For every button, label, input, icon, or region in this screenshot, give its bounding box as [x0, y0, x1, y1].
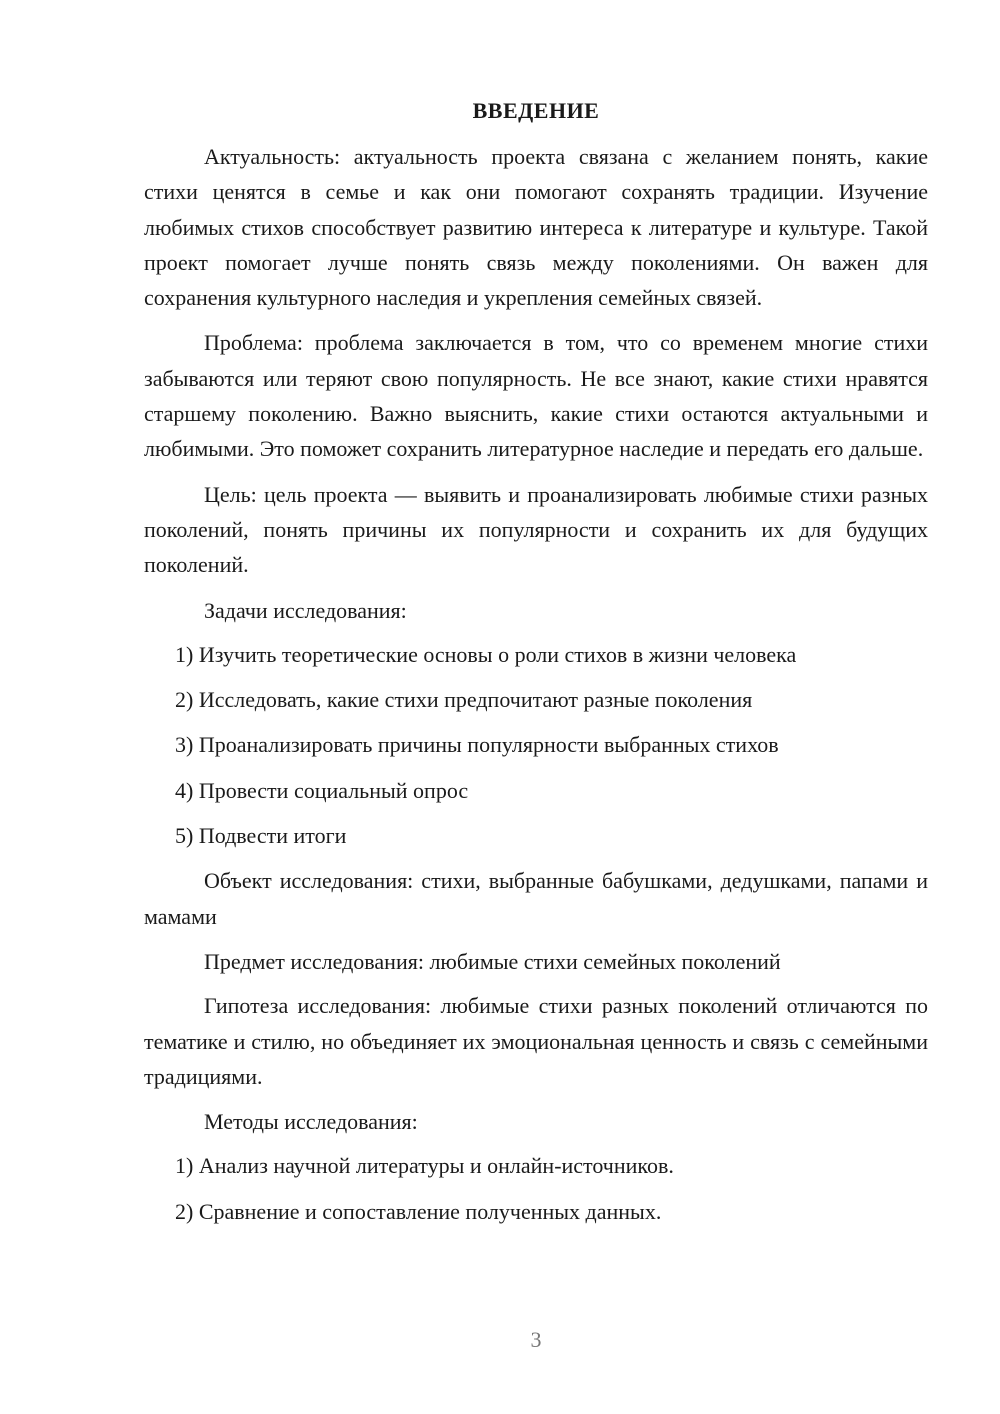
tasks-heading: Задачи исследования: — [204, 597, 407, 623]
task-item: 4) Провести социальный опрос — [175, 777, 469, 803]
page-title: ВВЕДЕНИЕ — [472, 98, 600, 123]
goal-paragraph: Цель: цель проекта — выявить и проанализировать любимые стихи разных поколений, понять причины их популярности и сохранить их для будущих поколений. — [144, 481, 928, 578]
task-item: 3) Проанализировать причины популярности выбранных стихов — [175, 732, 779, 758]
page-content — [144, 97, 928, 1239]
page-number: 3 — [530, 1327, 542, 1352]
task-item: 5) Подвести итоги — [175, 823, 347, 849]
relevance-paragraph: Актуальность: актуальность проекта связана с желанием понять, какие стихи ценятся в семье и как они помогают сохранять традиции. Изучение любимых стихов способствует развитию интереса к литературе и культуре. Такой проект помогает лучше понять связь между поколениями. Он важен для сохранения культурного наследия и укрепления семейных связей. — [144, 144, 928, 311]
method-item: 1) Анализ научной литературы и онлайн-источников. — [175, 1153, 674, 1179]
method-item: 2) Сравнение и сопоставление полученных данных. — [175, 1198, 662, 1224]
subject-paragraph: Предмет исследования: любимые стихи семейных поколений — [204, 948, 781, 974]
object-paragraph: Объект исследования: стихи, выбранные бабушками, дедушками, папами и мамами — [144, 868, 928, 929]
problem-paragraph: Проблема: проблема заключается в том, что со временем многие стихи забываются или теряют свою популярность. Не все знают, какие стихи нравятся старшему поколению. Важно выяснить, какие стихи остаются актуальными и любимыми. Это поможет сохранить литературное наследие и передать его дальше. — [144, 330, 928, 462]
hypothesis-paragraph: Гипотеза исследования: любимые стихи разных поколений отличаются по тематике и стилю, но объединяет их эмоциональная ценность и связь с семейными традициями. — [144, 993, 928, 1089]
methods-list — [144, 1148, 928, 1229]
task-item: 2) Исследовать, какие стихи предпочитают разные поколения — [175, 687, 753, 713]
task-item: 1) Изучить теоретические основы о роли стихов в жизни человека — [175, 641, 797, 667]
methods-heading: Методы исследования: — [204, 1109, 418, 1135]
tasks-list — [144, 637, 928, 853]
